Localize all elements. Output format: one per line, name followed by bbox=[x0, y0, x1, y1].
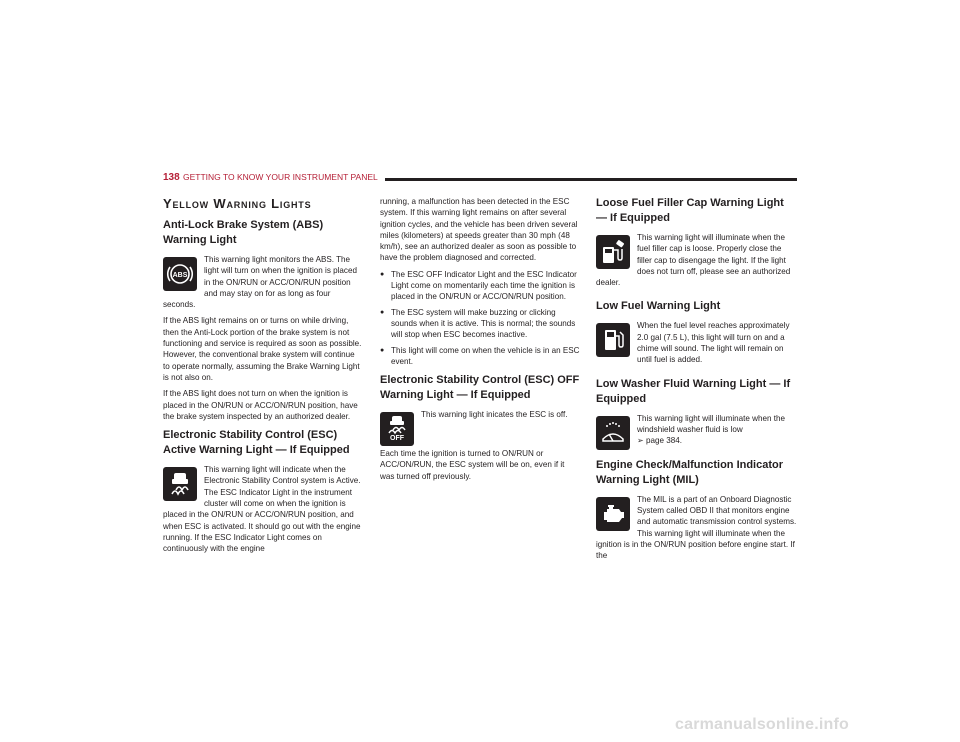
abs-warning-title: Anti-Lock Brake System (ABS) Warning Light bbox=[163, 219, 324, 246]
esc-off-icon-label: OFF bbox=[390, 435, 404, 443]
watermark-text: carmanualsonline.info bbox=[675, 716, 850, 733]
section-title: GETTING TO KNOW YOUR INSTRUMENT PANEL bbox=[183, 172, 378, 182]
washer-fluid-block bbox=[596, 413, 797, 452]
fuel-pump-icon bbox=[596, 323, 630, 357]
esc-bullet-list bbox=[380, 269, 580, 367]
engine-check-paragraph: The MIL is a part of an Onboard Diagnostic System called OBD II that monitors engine and automatic transmission control systems. This warning light will illuminate when the ignition is in the ON/RUN position before engine start. If the bbox=[596, 494, 797, 561]
engine-check-icon bbox=[596, 497, 630, 531]
esc-off-paragraph-1: This warning light inicates the ESC is off. bbox=[421, 410, 568, 420]
esc-off-title: Electronic Stability Control (ESC) OFF Warning Light — If Equipped bbox=[380, 374, 580, 402]
abs-warning-block bbox=[163, 254, 363, 315]
low-fuel-block bbox=[596, 320, 797, 370]
svg-text:ABS: ABS bbox=[172, 272, 188, 279]
list-item: ● This light will come on when the vehicle is in an ESC event. bbox=[380, 345, 580, 368]
column-3 bbox=[596, 196, 797, 566]
yellow-warning-lights-heading: Yellow Warning Lights bbox=[163, 196, 312, 211]
low-fuel-paragraph: When the fuel level reaches approximately 2.0 gal (7.5 L), this light will turn on and a chime will sound. The light will remain on until fuel is added. bbox=[637, 321, 790, 365]
low-fuel-title: Low Fuel Warning Light bbox=[596, 300, 721, 313]
washer-fluid-page-link[interactable]: page 384. bbox=[645, 436, 682, 446]
fuel-cap-title: Loose Fuel Filler Cap Warning Light — If Equipped bbox=[596, 197, 784, 224]
engine-check-block bbox=[596, 494, 797, 567]
column-2 bbox=[380, 196, 580, 487]
fuel-cap-icon bbox=[596, 235, 630, 269]
esc-active-paragraph: This warning light will indicate when the Electronic Stability Control system is Active. The ESC Indicator Light in the instrument cluster will come on when the ignition is placed in the ON/RUN or ACC/ON/RUN position, and when ESC is activated. It should go out with the engine running. If the ESC Indicator Light comes on continuously with the engine bbox=[163, 465, 361, 554]
esc-active-block bbox=[163, 464, 363, 559]
esc-active-icon bbox=[163, 467, 197, 501]
esc-continued-paragraph: running, a malfunction has been detected in the ESC system. If this warning light remains on after several ignition cycles, and the vehicle has been driven several miles (kilometers) at speeds greater than 30 mph (48 km/h), see an authorized dealer as soon as possible to have the problem diagnosed and corrected. bbox=[380, 197, 578, 263]
page-ref-arrow-icon: ➢ bbox=[637, 436, 644, 446]
column-1 bbox=[163, 196, 363, 560]
abs-paragraph-2: If the ABS light remains on or turns on while driving, then the Anti-Lock portion of the brake system is not functioning and service is required as soon as possible. However, the conventional brake system will continue to operate normally, assuming the Brake Warning Light is not also on. bbox=[163, 316, 362, 382]
esc-off-paragraph-2: Each time the ignition is turned to ON/RUN or ACC/ON/RUN, the ESC system will be on, even if it was turned off previously. bbox=[380, 449, 565, 481]
abs-warning-icon bbox=[163, 257, 197, 291]
list-item: ● The ESC system will make buzzing or clicking sounds when it is active. This is normal; the sounds will stop when ESC becomes inactive. bbox=[380, 307, 580, 341]
esc-off-block bbox=[380, 409, 580, 448]
abs-paragraph-1: This warning light monitors the ABS. The light will turn on when the ignition is placed in the ON/RUN or ACC/ON/RUN position and may stay on for as long as four seconds. bbox=[163, 255, 357, 310]
esc-active-title: Electronic Stability Control (ESC) Active Warning Light — If Equipped bbox=[163, 429, 350, 457]
header-rule bbox=[385, 178, 797, 181]
fuel-cap-block bbox=[596, 232, 797, 293]
abs-paragraph-3: If the ABS light does not turn on when the ignition is placed in the ON/RUN or ACC/ON/RUN position, have the brake system inspected by an authorized dealer. bbox=[163, 389, 358, 421]
washer-fluid-text: This warning light will illuminate when the windshield washer fluid is low bbox=[637, 413, 786, 434]
washer-fluid-title: Low Washer Fluid Warning Light — If Equipped bbox=[596, 377, 791, 405]
page-header bbox=[163, 172, 797, 186]
esc-off-icon bbox=[380, 412, 414, 446]
fuel-cap-paragraph: This warning light will illuminate when the fuel filler cap is loose. Properly close the filler cap to disengage the light. If the light does not turn off, please see an authorized dealer. bbox=[596, 233, 791, 288]
washer-fluid-icon bbox=[596, 416, 630, 450]
engine-check-title: Engine Check/Malfunction Indicator Warning Light (MIL) bbox=[596, 458, 784, 486]
page-number: 138 bbox=[163, 172, 180, 183]
list-item: ● The ESC OFF Indicator Light and the ESC Indicator Light come on momentarily each time the ignition is placed in the ON/RUN or ACC/ON/RUN position. bbox=[380, 269, 580, 303]
